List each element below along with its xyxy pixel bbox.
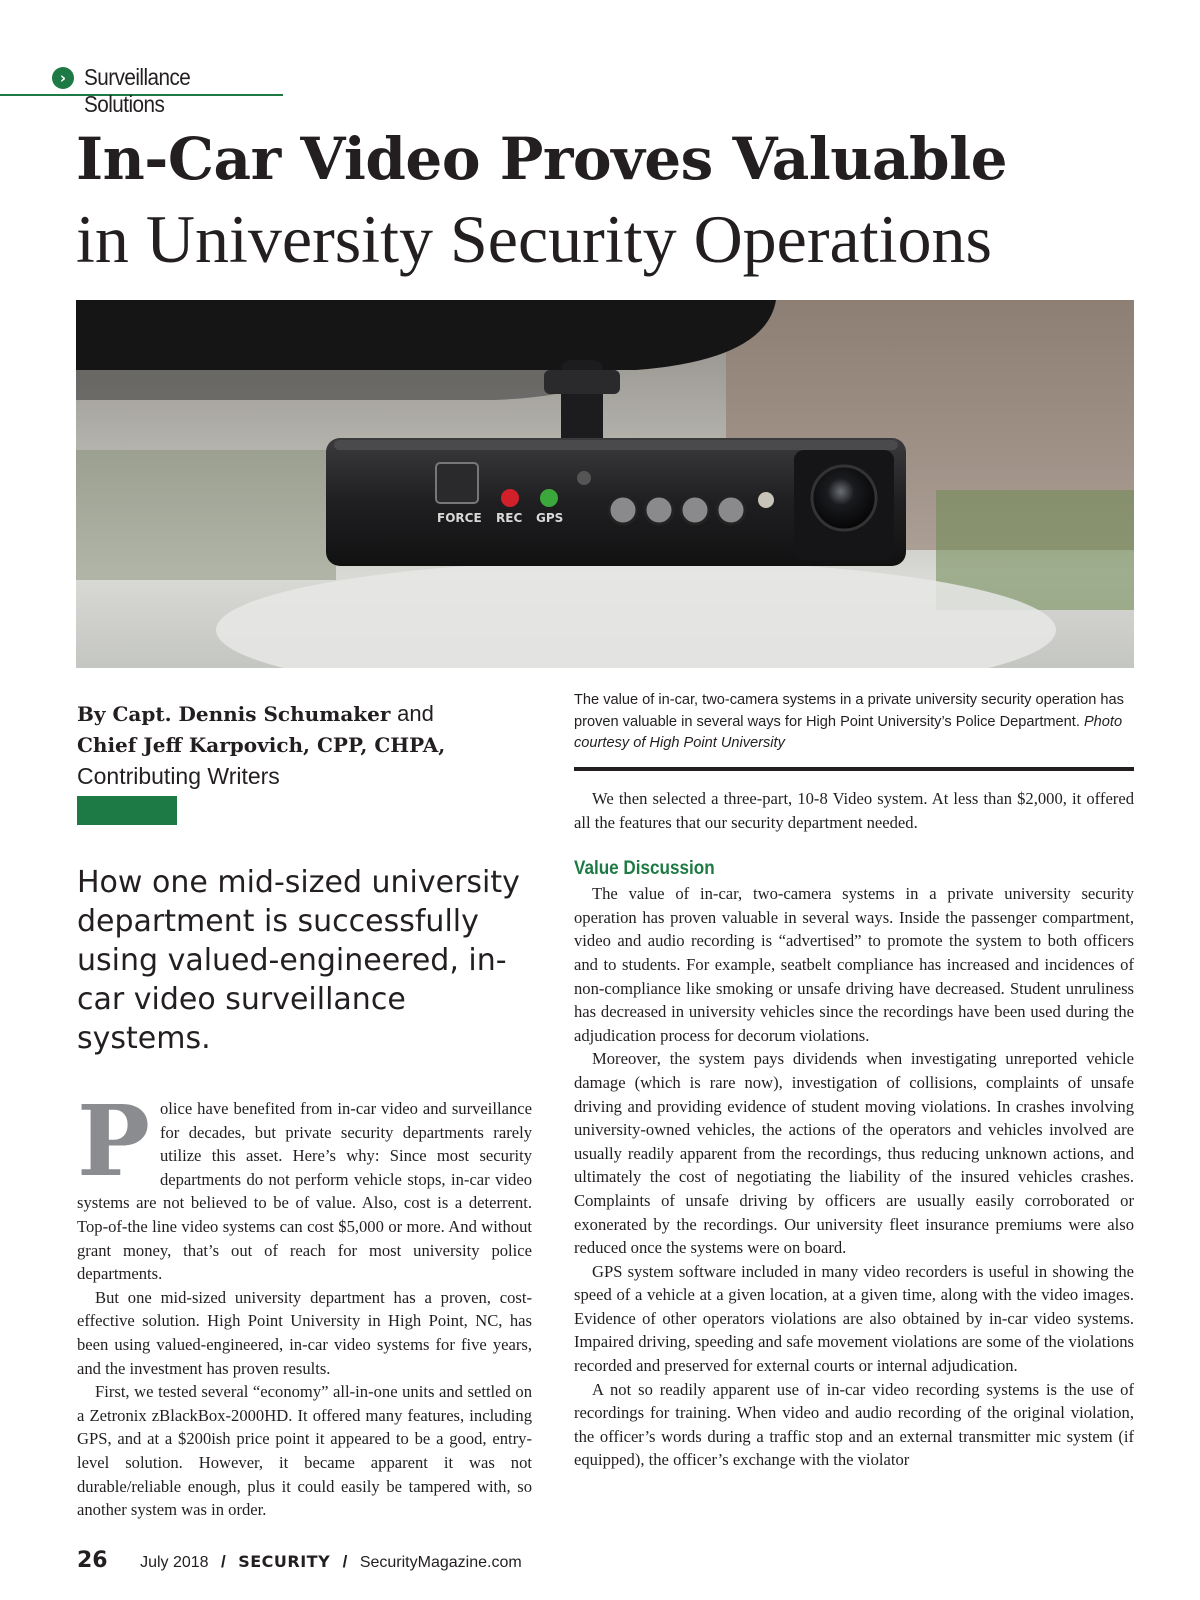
body-column-right [574,787,1134,1472]
headline: In-Car Video Proves Valuable [76,125,1008,193]
author-role: Contributing Writers [77,763,280,789]
magazine-website: SecurityMagazine.com [359,1554,522,1571]
article-photo [76,300,1134,668]
greenery-blur [76,450,336,580]
gps-label: GPS [536,511,564,525]
chevron-right-icon: › [52,67,74,89]
light-sensor [758,492,774,508]
rec-label: REC [496,511,523,525]
section-tag [0,62,283,117]
ir-led [681,496,709,524]
body-paragraph: Moreover, the system pays dividends when investigating unreported vehicle damage (which is rare now), investigation of collisions, complaints of unsafe driving and providing evidence of student moving violations. In crashes involving university-owned vehicles, the actions of the operators and vehicles involved are usually readily apparent from the recordings, thus reducing unknown actions, and ultimately the cost of negotiating the liability of the insured vehicles crashes. Complaints of unsafe driving by officers are usually easily corroborated or exonerated by the recordings. Our university fleet insurance premiums were also reduced once the systems were on board. [574,1049,1134,1258]
rec-led [501,489,519,507]
photo-caption: The value of in-car, two-camera systems in a private university security operation has proven valuable in several ways for High Point University’s Police Department. Photo courtesy of High Point University [574,692,1124,751]
ir-led [717,496,745,524]
force-button [436,463,478,503]
author-2: Chief Jeff Karpovich, CPP, CHPA, [77,733,446,757]
body-column-left [77,1084,532,1522]
body-paragraph: But one mid-sized university department has a proven, cost-effective solution. High Point University in High Point, NC, has been using valued-engineered, in-car video systems for five years, and the investment has proven results. [77,1287,532,1378]
body-paragraph: Police have benefited from in-car video and surveillance for decades, but private security departments rarely utilize this asset. Here’s why: Since most security departments do not perform vehicle stops, in-car video systems are not believed to be of value. Also, cost is a deterrent. Top-of-the line video systems can cost $5,000 or more. And without grant money, that’s out of reach for most university police departments. [77,1084,532,1284]
body-paragraph: First, we tested several “economy” all-in-one units and settled on a Zetronix zBlackBox-2000HD. It offered many features, including GPS, and at a $200ish price point it appeared to be a good, entry-level solution. However, it became apparent it was not durable/reliable enough, plus it could easily be tampered with, so another system was in order. [77,1382,532,1520]
body-paragraph: The value of in-car, two-camera systems in a private university security operation has proven valuable in several ways. Inside the passenger compartment, video and audio recording is “advertised” to promote the system to both officers and to students. For example, seatbelt compliance has increased and incidences of non-compliance like smoking or unsafe driving have decreased. Student unruliness has decreased in university vehicles since the recordings have been used during the adjudication process for decorum violations. [574,884,1134,1045]
issue-date: July 2018 [140,1554,209,1571]
byline-and: and [397,701,434,726]
section-subhead: Value Discussion [574,858,715,880]
gps-led [540,489,558,507]
body-paragraph: GPS system software included in many video recorders is useful in showing the speed of a vehicle at a given location, at a given time, along with the video images. Evidence of other operators violations are also obtained by in-car video systems. Impaired driving, speeding and safe movement violations are some of the violations recorded and preserved for external courts or internal adjudication. [574,1261,1134,1376]
screw-icon [577,471,591,485]
windshield-dots [76,370,616,400]
camera-top-edge [334,440,898,450]
page-footer [77,1548,522,1580]
camera-lens [812,466,876,530]
force-label: FORCE [437,511,482,525]
ir-led [645,496,673,524]
body-paragraph: A not so readily apparent use of in-car video recording systems is the use of recordings for training. When video and audio recording of the original violation, the officer’s words during a traffic stop and an external transmitter mic system (if equipped), the officer’s exchange with the violator [574,1379,1134,1470]
windshield-tint [76,300,776,370]
mount-base [544,370,620,394]
headline-subtitle: in University Security Operations [76,201,992,277]
page-number: 26 [77,1548,108,1573]
article-deck: How one mid-sized university department is successfully using valued-engineered, in-car video surveillance systems. [77,865,520,1056]
section-label: Surveillance Solutions [84,64,191,117]
magazine-name: SECURITY [238,1552,331,1571]
accent-bar [77,796,177,825]
ir-led [609,496,637,524]
byline [77,698,537,793]
photo-credit: Photo courtesy of High Point University [574,713,1123,751]
body-paragraph: We then selected a three-part, 10-8 Video system. At less than $2,000, it offered all the features that our security department needed. [574,789,1134,832]
drop-cap: P [77,1084,150,1198]
author-1: By Capt. Dennis Schumaker [77,702,391,726]
footer-separator: / [342,1552,348,1571]
footer-separator: / [221,1552,226,1571]
caption-divider [574,767,1134,771]
